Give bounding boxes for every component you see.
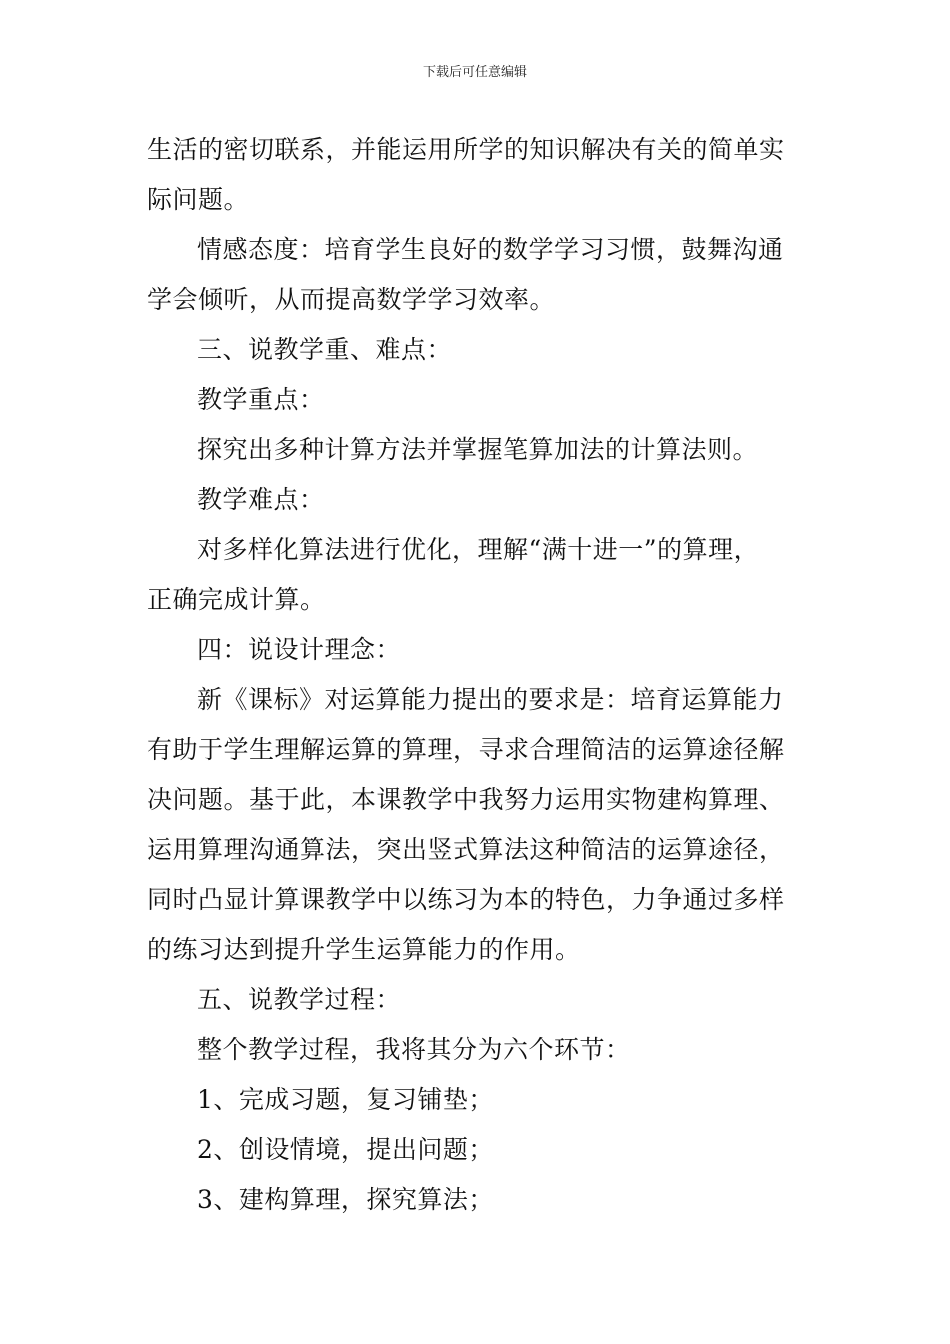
section-heading: 四：说设计理念： [197, 635, 402, 664]
section-heading: 三、说教学重、难点： [197, 335, 453, 364]
list-item: 2、创设情境，提出问题； [197, 1135, 494, 1164]
subheading: 教学重点： [197, 385, 325, 414]
text-line: 探究出多种计算方法并掌握笔算加法的计算法则。 [197, 435, 759, 464]
text-line: 整个教学过程，我将其分为六个环节： [197, 1035, 631, 1064]
list-item: 1、完成习题，复习铺垫； [197, 1085, 494, 1114]
text-line: 生活的密切联系，并能运用所学的知识解决有关的简单实 [147, 135, 785, 164]
section-heading: 五、说教学过程： [197, 985, 402, 1014]
text-line: 运用算理沟通算法，突出竖式算法这种简洁的运算途径， [147, 835, 785, 864]
list-item: 3、建构算理，探究算法； [197, 1185, 494, 1214]
text-line: 有助于学生理解运算的算理，寻求合理简洁的运算途径解 [147, 735, 785, 764]
text-line: 同时凸显计算课教学中以练习为本的特色，力争通过多样 [147, 885, 785, 914]
text-line: 正确完成计算。 [147, 585, 326, 614]
text-line: 的练习达到提升学生运算能力的作用。 [147, 935, 581, 964]
text-line: 新《课标》对运算能力提出的要求是：培育运算能力 [197, 685, 784, 714]
subheading: 教学难点： [197, 485, 325, 514]
text-line: 学会倾听，从而提高数学学习效率。 [147, 285, 556, 314]
text-line: 际问题。 [147, 185, 250, 214]
text-line: 对多样化算法进行优化，理解“满十进一”的算理， [197, 535, 760, 564]
document-body [147, 125, 807, 1225]
text-line: 决问题。基于此，本课教学中我努力运用实物建构算理、 [147, 785, 785, 814]
text-line: 情感态度：培育学生良好的数学学习习惯，鼓舞沟通 [197, 235, 784, 264]
page-header: 下载后可任意编辑 [422, 65, 527, 80]
